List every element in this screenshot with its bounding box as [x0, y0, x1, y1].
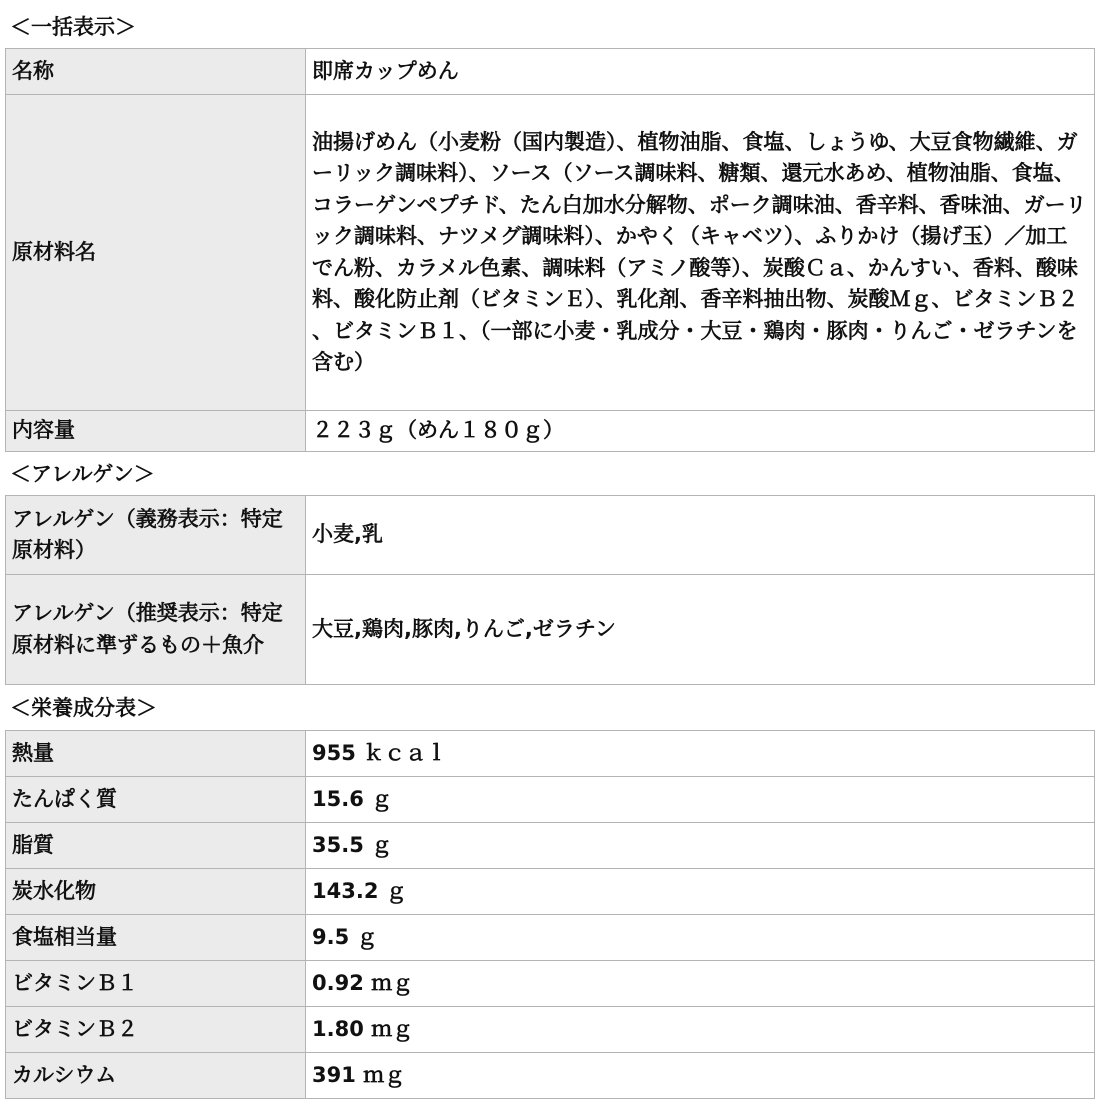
- row-value-allergen-mandatory: 小麦,乳: [306, 496, 1095, 575]
- table-row: [6, 49, 1095, 95]
- table-row: [6, 823, 1095, 869]
- table-row: [6, 496, 1095, 575]
- summary-heading: ＜一括表示＞: [10, 15, 136, 39]
- summary-table: [5, 48, 1095, 452]
- row-label-protein: たんぱく質: [6, 777, 306, 823]
- row-label-allergen-mandatory: アレルゲン（義務表示：特定原材料）: [6, 496, 306, 575]
- row-label-allergen-recommended: アレルゲン（推奨表示：特定原材料に準ずるもの＋魚介: [6, 575, 306, 685]
- nutrition-heading: ＜栄養成分表＞: [10, 696, 157, 720]
- row-value-salt-equivalent: 9.5 ｇ: [306, 915, 1095, 961]
- row-label-fat: 脂質: [6, 823, 306, 869]
- table-row: [6, 731, 1095, 777]
- allergen-heading: ＜アレルゲン＞: [10, 462, 155, 486]
- nutrition-table: [5, 730, 1095, 1099]
- allergen-table: [5, 495, 1095, 685]
- row-value-carbohydrate: 143.2 ｇ: [306, 869, 1095, 915]
- table-row: [6, 777, 1095, 823]
- table-row: [6, 575, 1095, 685]
- table-row: [6, 1053, 1095, 1099]
- row-label-vitamin-b2: ビタミンＢ２: [6, 1007, 306, 1053]
- row-label-ingredients: 原材料名: [6, 95, 306, 411]
- table-row: [6, 961, 1095, 1007]
- row-value-name: 即席カップめん: [306, 49, 1095, 95]
- row-label-vitamin-b1: ビタミンＢ１: [6, 961, 306, 1007]
- row-value-energy: 955 ｋｃａｌ: [306, 731, 1095, 777]
- row-value-allergen-recommended: 大豆,鶏肉,豚肉,りんご,ゼラチン: [306, 575, 1095, 685]
- row-value-protein: 15.6 ｇ: [306, 777, 1095, 823]
- row-value-calcium: 391 ｍｇ: [306, 1053, 1095, 1099]
- row-label-calcium: カルシウム: [6, 1053, 306, 1099]
- row-label-net-weight: 内容量: [6, 411, 306, 452]
- table-row: [6, 95, 1095, 411]
- row-value-vitamin-b2: 1.80 ｍｇ: [306, 1007, 1095, 1053]
- table-row: [6, 1007, 1095, 1053]
- row-value-ingredients: 油揚げめん（小麦粉（国内製造）、植物油脂、食塩、しょうゆ、大豆食物繊維、ガーリック調味料）、ソース（ソース調味料、糖類、還元水あめ、植物油脂、食塩、コラーゲンペプチド、たん白加水分解物、ポーク調味油、香辛料、香味油、ガーリック調味料、ナツメグ調味料）、かやく（キャベツ）、ふりかけ（揚げ玉）／加工でん粉、カラメル色素、調味料（アミノ酸等）、炭酸Ｃａ、かんすい、香料、酸味料、酸化防止剤（ビタミンＥ）、乳化剤、香辛料抽出物、炭酸Ｍｇ、ビタミンＢ２、ビタミンＢ１、（一部に小麦・乳成分・大豆・鶏肉・豚肉・りんご・ゼラチンを含む）: [306, 95, 1095, 411]
- table-row: [6, 915, 1095, 961]
- row-label-name: 名称: [6, 49, 306, 95]
- row-value-fat: 35.5 ｇ: [306, 823, 1095, 869]
- row-label-carbohydrate: 炭水化物: [6, 869, 306, 915]
- table-row: [6, 869, 1095, 915]
- row-value-vitamin-b1: 0.92 ｍｇ: [306, 961, 1095, 1007]
- row-value-net-weight: ２２３ｇ（めん１８０ｇ）: [306, 411, 1095, 452]
- table-row: [6, 411, 1095, 452]
- row-label-energy: 熱量: [6, 731, 306, 777]
- row-label-salt-equivalent: 食塩相当量: [6, 915, 306, 961]
